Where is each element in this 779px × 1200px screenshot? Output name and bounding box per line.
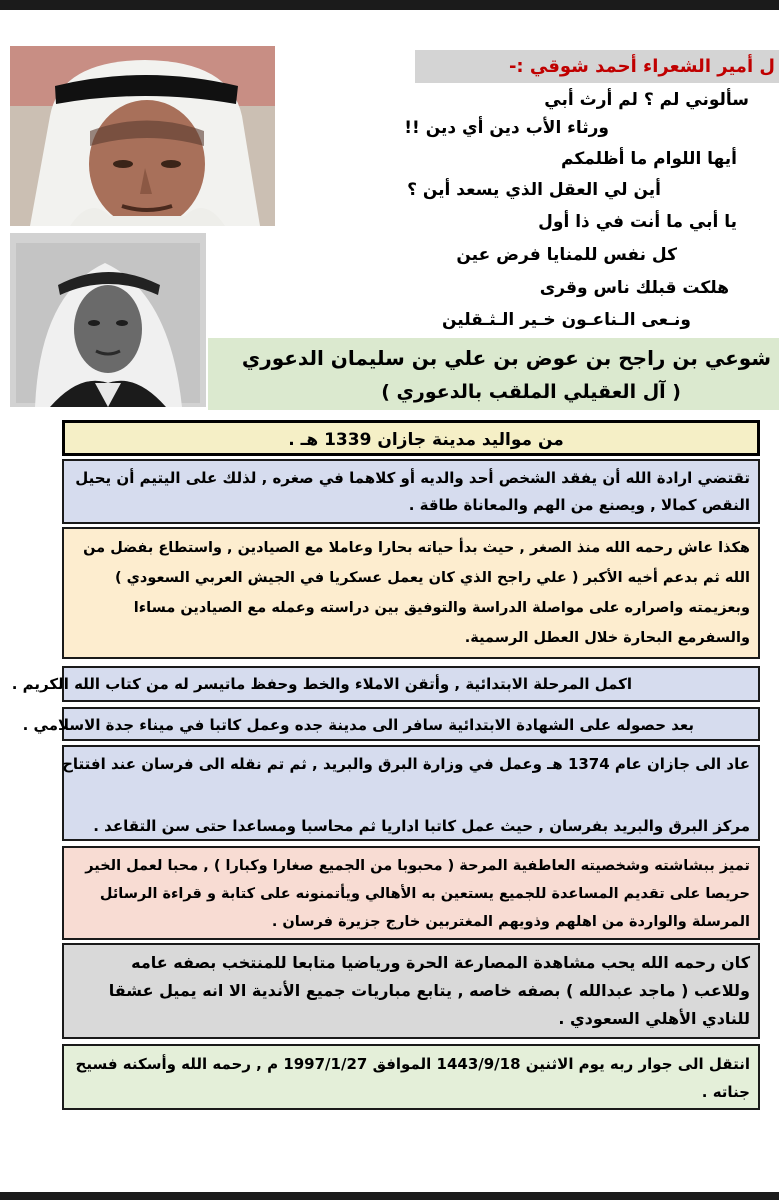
section-sports [62,943,760,1039]
section-line: النقص كمالا , ويصنع من الهم والمعاناة طاقة . [408,496,750,514]
section-death [62,1044,760,1110]
section-youth [62,527,760,659]
person-nickname: ( آل العقيلي الملقب بالدعوري ) [381,381,681,403]
section-line: المرسلة والواردة من اهلهم وذويهم المغتربين خارج جزيرة فرسان . [271,914,750,930]
portrait-color-illustration [10,46,275,226]
portrait-photo-bw [10,233,206,407]
portrait-photo-color [10,46,275,226]
person-name-box [208,338,779,410]
section-primary [11,666,760,702]
section-line: انتقل الى جوار ربه يوم الاثنين 1443/9/18 الموافق 1997/1/27 م , رحمه الله وأسكنه فسيح [75,1055,750,1073]
poem-title [415,50,779,83]
section-line: بعد حصوله على الشهادة الابتدائية سافر الى مدينة جده وعمل كاتبا في ميناء جدة الاسلامي . [22,716,694,734]
section-line: وللاعب ( ماجد عبدالله ) بصفه خاصه , يتابع مباريات جميع الأندية الا انه يميل عشقا [108,981,750,1000]
section-character [62,846,760,940]
section-line: عاد الى جازان عام 1374 هـ وعمل في وزارة البرق والبريد , ثم تم نقله الى فرسان عند افتتاح [62,755,750,773]
poem-verse: ونـعى الـناعـون خـير الـثـقلين [441,310,691,330]
section-line: الله ثم بدعم أخيه الأكبر ( علي راجح الذي كان يعمل عسكريا في الجيش العربي السعودي ) [114,570,750,586]
section-career [62,745,760,841]
section-line: جناته . [701,1083,750,1101]
section-line: هكذا عاش رحمه الله منذ الصغر , حيث بدأ حياته بحارا وعاملا مع الصيادين , واستطاع بفضل من [83,540,750,556]
portrait-bw-illustration [10,233,206,407]
poem-verse: سألوني لم ؟ لم أرث أبي [544,90,749,110]
section-line: كان رحمه الله يحب مشاهدة المصارعة الحرة ورياضيا متابعا للمنتخب بصفه عامه [131,953,750,972]
poem-verse: هلكت قبلك ناس وقرى [539,278,729,298]
section-jeddah [22,707,760,741]
poem-verse: أيها اللوام ما أظلمكم [561,149,737,169]
section-line: والسفرمع البحارة خلال العطل الرسمية. [464,630,750,646]
section-line: تقتضي ارادة الله أن يفقد الشخص أحد والديه أو كلاهما في صغره , لذلك على اليتيم أن يحيل [75,469,750,487]
section-line: وبعزيمته واصراره على مواصلة الدراسة والتوفيق بين دراسته وعمله مع الصيادين مساءا [133,600,750,616]
top-border [0,0,779,10]
person-full-name: شوعي بن راجح بن عوض بن علي بن سليمان الدعوري [241,346,771,370]
bottom-border [0,1192,779,1200]
section-line: للنادي الأهلي السعودي . [558,1009,750,1028]
section-line: اكمل المرحلة الابتدائية , وأتقن الاملاء والخط وحفظ ماتيسر له من كتاب الله الكريم . [11,675,632,693]
poem-verse: أين لي العقل الذي يسعد أين ؟ [407,180,661,200]
section-orphan [62,459,760,524]
section-birth [62,420,760,456]
section-line: حريصا على تقديم المساعدة للجميع يستعين به الأهالي ويأتمنونه على كتابة و قراءة الرسائل [99,886,750,902]
section-line: من مواليد مدينة جازان 1339 هـ . [288,430,564,450]
poem-verse: ورثاء الأب دين أي دين !! [404,118,609,138]
section-line: تميز ببشاشته وشخصيته العاطفية المرحة ( محبوبا من الجميع صغارا وكبارا ) , محبا لعمل الخير [85,858,750,874]
section-line: مركز البرق والبريد بفرسان , حيث عمل كاتبا اداريا ثم محاسبا ومساعدا حتى سن التقاعد . [93,817,750,835]
poem-verse: يا أبي ما أنت في ذا أول [538,212,737,232]
poem-title-text: ل أمير الشعراء أحمد شوقي :- [508,56,775,77]
poem-verse: كل نفس للمنايا فرض عين [456,245,677,265]
